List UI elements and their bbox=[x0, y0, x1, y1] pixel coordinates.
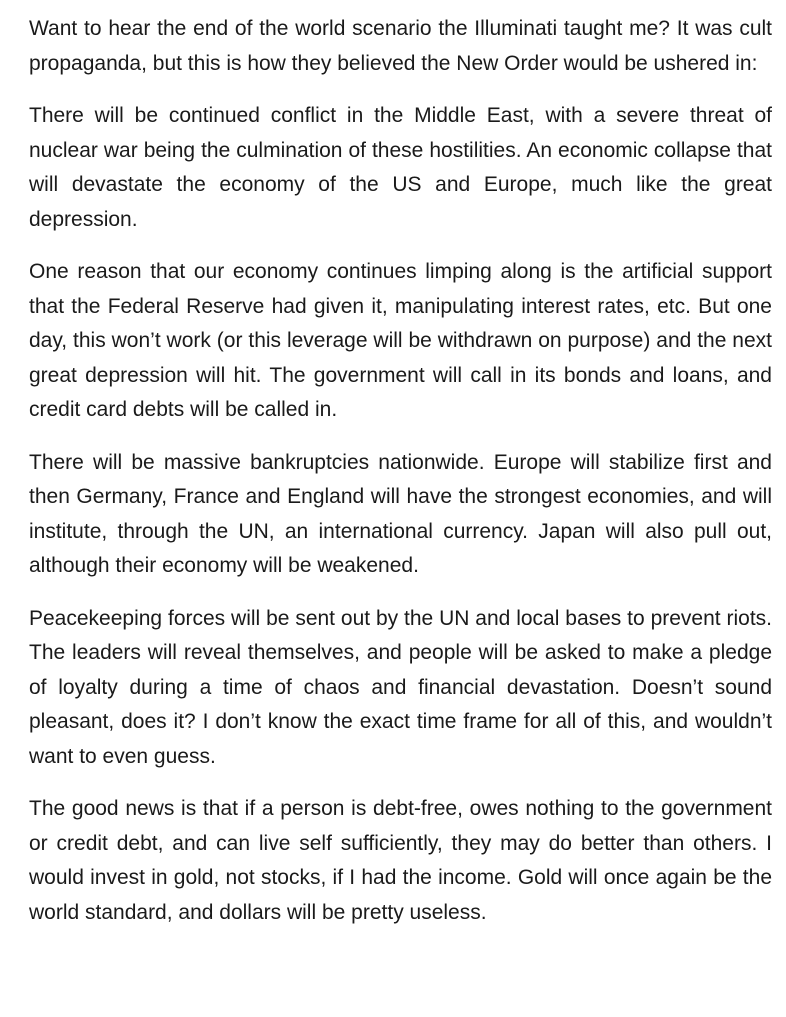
paragraph-bankruptcies: There will be massive bankruptcies nationwide. Europe will stabilize first and then Germany, France and England will have the strongest economies, and will institute, through the UN, an international currency. Japan will also pull out, although their economy will be weakened. bbox=[29, 450, 772, 577]
paragraph-federal-reserve: One reason that our economy continues limping along is the artificial support that the Federal Reserve had given it, manipulating interest rates, etc. But one day, this won’t work (or this leverage will be withdrawn on purpose) and the next great depression will hit. The government will call in its bonds and loans, and credit card debts will be called in. bbox=[29, 260, 772, 421]
paragraph-middle-east-conflict: There will be continued conflict in the Middle East, with a severe threat of nuclear war being the culmination of these hostilities. An economic collapse that will devastate the economy of the US and Europe, much like the great depression. bbox=[29, 104, 772, 231]
paragraph-good-news: The good news is that if a person is debt-free, owes nothing to the government or credit debt, and can live self sufficiently, they may do better than others. I would invest in gold, not stocks, if I had the income. Gold will once again be the world standard, and dollars will be pretty useless. bbox=[29, 797, 772, 924]
paragraph-peacekeeping: Peacekeeping forces will be sent out by the UN and local bases to prevent riots. The leaders will reveal themselves, and people will be asked to make a pledge of loyalty during a time of chaos and financial devastation. Doesn’t sound pleasant, does it? I don’t know the exact time frame for all of this, and wouldn’t want to even guess. bbox=[29, 606, 772, 768]
paragraph-intro: Want to hear the end of the world scenario the Illuminati taught me? It was cult propaganda, but this is how they believed the New Order would be ushered in: bbox=[29, 17, 772, 75]
